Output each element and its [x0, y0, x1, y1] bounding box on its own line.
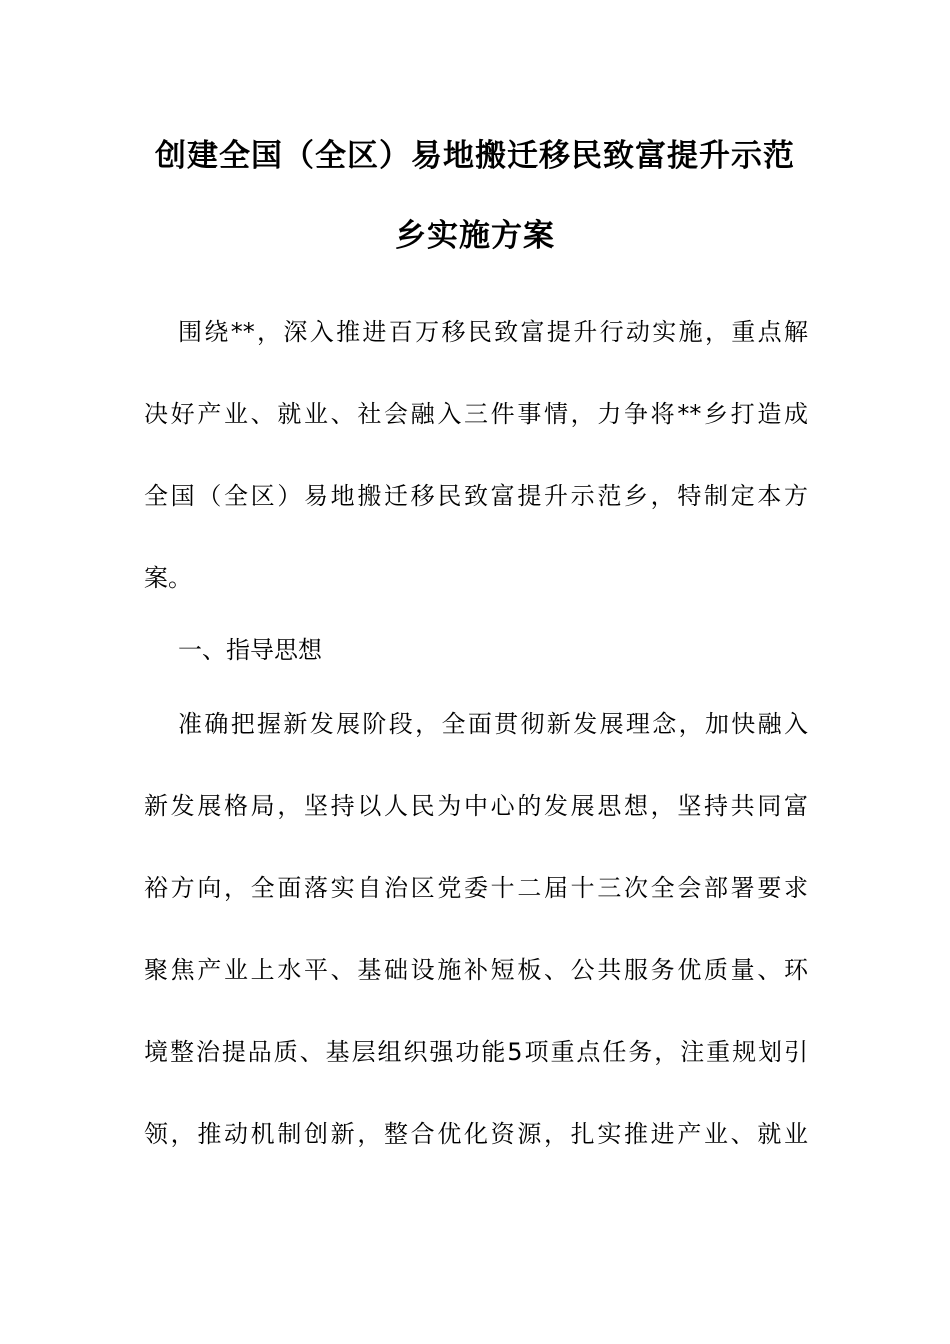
section-paragraph-line: 准确把握新发展阶段，全面贯彻新发展理念，加快融入 — [178, 710, 808, 738]
intro-paragraph-line: 案。 — [144, 564, 192, 592]
section-paragraph-line: 聚焦产业上水平、基础设施补短板、公共服务优质量、环 — [144, 956, 808, 984]
section-paragraph-line: 新发展格局，坚持以人民为中心的发展思想，坚持共同富 — [144, 792, 808, 820]
intro-paragraph-line: 全国（全区）易地搬迁移民致富提升示范乡，特制定本方 — [144, 482, 808, 510]
section-heading: 一、指导思想 — [178, 636, 322, 664]
intro-paragraph-line: 决好产业、就业、社会融入三件事情，力争将**乡打造成 — [144, 400, 808, 428]
section-paragraph-line: 领，推动机制创新，整合优化资源，扎实推进产业、就业 — [144, 1120, 808, 1148]
document-title-line-2: 乡实施方案 — [395, 218, 555, 254]
section-paragraph-line: 境整治提品质、基层组织强功能5项重点任务，注重规划引 — [144, 1038, 808, 1066]
section-paragraph-line: 裕方向，全面落实自治区党委十二届十三次全会部署要求 — [144, 874, 808, 902]
intro-paragraph-line: 围绕**，深入推进百万移民致富提升行动实施，重点解 — [178, 318, 808, 346]
document-title-line-1: 创建全国（全区）易地搬迁移民致富提升示范 — [155, 138, 795, 174]
